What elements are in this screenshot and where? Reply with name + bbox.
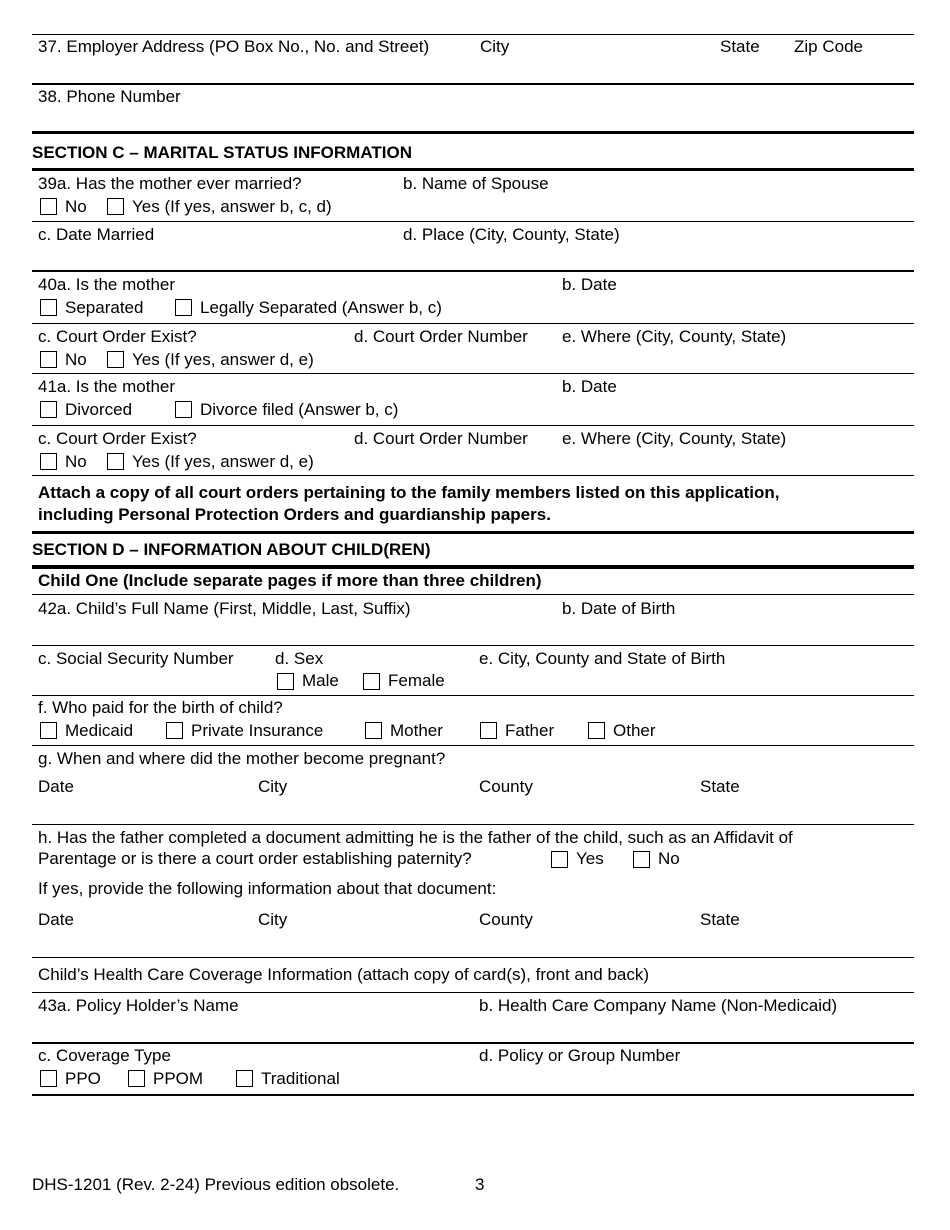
form-footer: DHS-1201 (Rev. 2-24) Previous edition obsolete. xyxy=(32,1175,400,1194)
child-one-heading: Child One (Include separate pages if more than three children) xyxy=(38,571,542,590)
employer-state-label: State xyxy=(720,37,760,56)
page-number: 3 xyxy=(475,1175,485,1194)
q42f-private-insurance-checkbox[interactable] xyxy=(166,722,183,739)
q41a-divorce-filed-label: Divorce filed (Answer b, c) xyxy=(200,400,399,419)
q40b-label: b. Date xyxy=(562,275,617,294)
q42f-father-checkbox[interactable] xyxy=(480,722,497,739)
q40a-separated-checkbox[interactable] xyxy=(40,299,57,316)
q42f-other-label: Other xyxy=(613,721,656,740)
q40c-yes-label: Yes (If yes, answer d, e) xyxy=(132,350,314,369)
q42h-city-label: City xyxy=(258,910,288,929)
rule xyxy=(32,373,914,374)
attach-note-line1: Attach a copy of all court orders pertaining to the family members listed on this application, xyxy=(38,483,780,502)
q42d-male-checkbox[interactable] xyxy=(277,673,294,690)
q42g-county-label: County xyxy=(479,777,533,796)
q42f-private-insurance-label: Private Insurance xyxy=(191,721,324,740)
q42g-city-label: City xyxy=(258,777,288,796)
q41a-divorce-filed-checkbox[interactable] xyxy=(175,401,192,418)
q42d-male-label: Male xyxy=(302,671,339,690)
q42f-medicaid-label: Medicaid xyxy=(65,721,134,740)
q42f-label: f. Who paid for the birth of child? xyxy=(38,698,283,717)
rule xyxy=(32,695,914,696)
rule xyxy=(32,957,914,958)
q43c-ppo-label: PPO xyxy=(65,1069,101,1088)
section-d-title: SECTION D – INFORMATION ABOUT CHILD(REN) xyxy=(32,540,431,559)
q39d-label: d. Place (City, County, State) xyxy=(403,225,620,244)
rule xyxy=(32,34,914,35)
health-coverage-heading: Child’s Health Care Coverage Information (attach copy of card(s), front and back) xyxy=(38,965,650,984)
rule xyxy=(32,1094,914,1096)
q42h-date-label: Date xyxy=(38,910,74,929)
q42d-female-checkbox[interactable] xyxy=(363,673,380,690)
section-c-title: SECTION C – MARITAL STATUS INFORMATION xyxy=(32,143,412,162)
q41a-divorced-checkbox[interactable] xyxy=(40,401,57,418)
q42h-yes-label: Yes xyxy=(576,849,604,868)
q39b-label: b. Name of Spouse xyxy=(403,174,549,193)
attach-note-line2: including Personal Protection Orders and guardianship papers. xyxy=(38,505,551,524)
q40e-label: e. Where (City, County, State) xyxy=(562,327,787,346)
rule xyxy=(32,270,914,272)
q43c-traditional-checkbox[interactable] xyxy=(236,1070,253,1087)
q42h-county-label: County xyxy=(479,910,533,929)
q42g-label: g. When and where did the mother become pregnant? xyxy=(38,749,446,768)
q39a-yes-label: Yes (If yes, answer b, c, d) xyxy=(132,197,332,216)
q39a-no-checkbox[interactable] xyxy=(40,198,57,215)
q42f-father-label: Father xyxy=(505,721,555,740)
q41b-label: b. Date xyxy=(562,377,617,396)
section-rule xyxy=(32,168,914,171)
rule xyxy=(32,323,914,324)
section-rule xyxy=(32,531,914,534)
rule xyxy=(32,594,914,595)
q41c-no-checkbox[interactable] xyxy=(40,453,57,470)
q43a-label: 43a. Policy Holder’s Name xyxy=(38,996,239,1015)
q40c-label: c. Court Order Exist? xyxy=(38,327,197,346)
q40a-legally-separated-label: Legally Separated (Answer b, c) xyxy=(200,298,442,317)
q42f-mother-checkbox[interactable] xyxy=(365,722,382,739)
rule xyxy=(32,221,914,222)
q42h-state-label: State xyxy=(700,910,740,929)
q42f-other-checkbox[interactable] xyxy=(588,722,605,739)
q39a-no-label: No xyxy=(65,197,87,216)
rule xyxy=(32,824,914,825)
rule xyxy=(32,1042,914,1044)
q42c-label: c. Social Security Number xyxy=(38,649,234,668)
q40c-no-label: No xyxy=(65,350,87,369)
employer-zip-label: Zip Code xyxy=(794,37,863,56)
q41a-divorced-label: Divorced xyxy=(65,400,133,419)
q40a-label: 40a. Is the mother xyxy=(38,275,176,294)
rule xyxy=(32,475,914,476)
rule xyxy=(32,645,914,646)
q43c-label: c. Coverage Type xyxy=(38,1046,171,1065)
q42g-date-label: Date xyxy=(38,777,74,796)
q43c-ppom-checkbox[interactable] xyxy=(128,1070,145,1087)
q43d-label: d. Policy or Group Number xyxy=(479,1046,681,1065)
q42a-label: 42a. Child’s Full Name (First, Middle, Last, Suffix) xyxy=(38,599,411,618)
q40a-separated-label: Separated xyxy=(65,298,144,317)
q42h-no-checkbox[interactable] xyxy=(633,851,650,868)
q40d-label: d. Court Order Number xyxy=(354,327,528,346)
q39c-label: c. Date Married xyxy=(38,225,155,244)
q42f-medicaid-checkbox[interactable] xyxy=(40,722,57,739)
phone-number-label: 38. Phone Number xyxy=(38,87,181,106)
employer-city-label: City xyxy=(480,37,510,56)
q43c-ppom-label: PPOM xyxy=(153,1069,204,1088)
employer-address-label: 37. Employer Address (PO Box No., No. and Street) xyxy=(38,37,430,56)
q42f-mother-label: Mother xyxy=(390,721,443,740)
q42h-no-label: No xyxy=(658,849,680,868)
q41c-label: c. Court Order Exist? xyxy=(38,429,197,448)
q41c-yes-checkbox[interactable] xyxy=(107,453,124,470)
q40a-legally-separated-checkbox[interactable] xyxy=(175,299,192,316)
q39a-yes-checkbox[interactable] xyxy=(107,198,124,215)
q41d-label: d. Court Order Number xyxy=(354,429,528,448)
section-rule xyxy=(32,131,914,134)
rule xyxy=(32,992,914,993)
q42e-label: e. City, County and State of Birth xyxy=(479,649,726,668)
q42g-state-label: State xyxy=(700,777,740,796)
q43b-label: b. Health Care Company Name (Non-Medicaid) xyxy=(479,996,838,1015)
q41c-yes-label: Yes (If yes, answer d, e) xyxy=(132,452,314,471)
q40c-no-checkbox[interactable] xyxy=(40,351,57,368)
q42h-if-yes-label: If yes, provide the following information about that document: xyxy=(38,879,497,898)
rule xyxy=(32,83,914,85)
q42h-label-line2: Parentage or is there a court order establishing paternity? xyxy=(38,849,472,868)
q41e-label: e. Where (City, County, State) xyxy=(562,429,787,448)
q41a-label: 41a. Is the mother xyxy=(38,377,176,396)
q42h-label-line1: h. Has the father completed a document admitting he is the father of the child, such as an Affidavit of xyxy=(38,828,793,847)
q42d-label: d. Sex xyxy=(275,649,324,668)
section-rule xyxy=(32,565,914,569)
q42b-label: b. Date of Birth xyxy=(562,599,676,618)
q42h-yes-checkbox[interactable] xyxy=(551,851,568,868)
rule xyxy=(32,745,914,746)
q40c-yes-checkbox[interactable] xyxy=(107,351,124,368)
q42d-female-label: Female xyxy=(388,671,445,690)
q41c-no-label: No xyxy=(65,452,87,471)
q43c-ppo-checkbox[interactable] xyxy=(40,1070,57,1087)
q39a-label: 39a. Has the mother ever married? xyxy=(38,174,302,193)
q43c-traditional-label: Traditional xyxy=(261,1069,340,1088)
rule xyxy=(32,425,914,426)
